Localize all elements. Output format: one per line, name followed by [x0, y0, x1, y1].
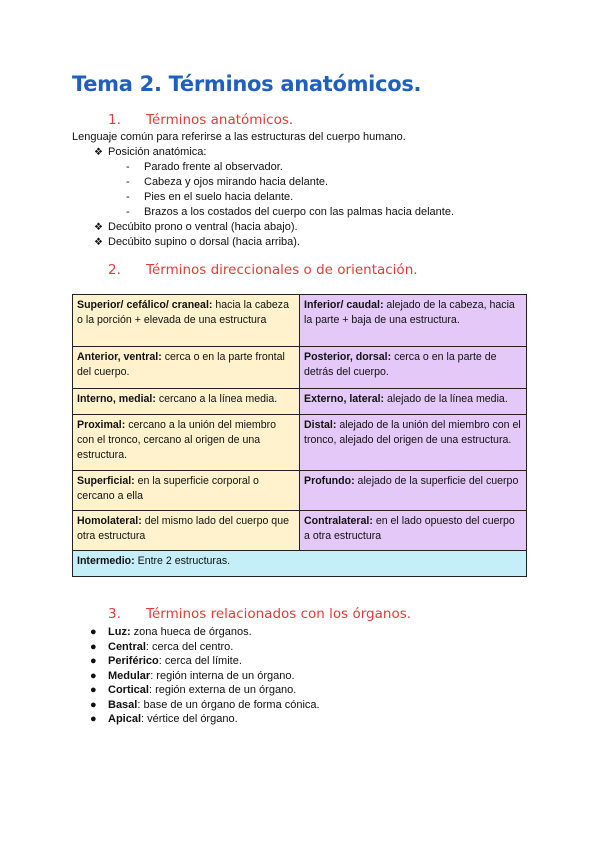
- bullet-icon: ●: [90, 655, 97, 667]
- term-definition: cercano a la línea media.: [155, 393, 278, 405]
- table-cell: [73, 551, 527, 577]
- bullet-icon: ●: [90, 684, 97, 696]
- term-label: Luz:: [108, 626, 131, 638]
- term-label: Interno, medial:: [77, 393, 156, 405]
- dash-bullet: -: [126, 161, 130, 173]
- table-row: [73, 551, 527, 577]
- position-item: Parado frente al observador.: [144, 161, 283, 173]
- position-item: Cabeza y ojos mirando hacia delante.: [144, 176, 329, 188]
- position-label: Posición anatómica:: [108, 146, 207, 158]
- term-definition: alejado de la superficie del cuerpo: [354, 475, 519, 487]
- term-label: Proximal:: [77, 419, 126, 431]
- sub-list-item: [126, 191, 293, 203]
- term-definition: en la superficie corporal o cercano a ella: [77, 475, 259, 502]
- term-label: Homolateral:: [77, 515, 142, 527]
- term-definition: en el lado opuesto del cuerpo a otra estructura: [304, 515, 515, 542]
- term-label: Basal: [108, 699, 138, 711]
- table-cell: [73, 415, 300, 471]
- term-definition: alejado de la unión del miembro con el tronco, alejado del origen de una estructura.: [304, 419, 521, 446]
- term-definition: : vértice del órgano.: [141, 713, 238, 725]
- section-1-intro: Lenguaje común para referirse a las estructuras del cuerpo humano.: [72, 131, 406, 143]
- table-row: [73, 295, 527, 347]
- table-row: [73, 415, 527, 471]
- list-item-posicion: [94, 146, 206, 158]
- term-definition: : cerca del límite.: [158, 655, 242, 667]
- term-definition: del mismo lado del cuerpo que otra estructura: [77, 515, 289, 542]
- table-row: [73, 471, 527, 511]
- term-label: Externo, lateral:: [304, 393, 385, 405]
- section-2-heading: [108, 262, 418, 278]
- dash-bullet: -: [126, 176, 130, 188]
- list-item-decubito-prono: [94, 221, 298, 233]
- table-cell: [73, 347, 300, 389]
- table-cell: [300, 295, 527, 347]
- dash-bullet: -: [126, 206, 130, 218]
- term-definition: alejado de la línea media.: [384, 393, 508, 405]
- section-3-title: Términos relacionados con los órganos.: [146, 606, 412, 622]
- term-label: Periférico: [108, 655, 159, 667]
- table-cell: [73, 511, 300, 551]
- list-item: [90, 670, 295, 682]
- bullet-icon: ●: [90, 626, 97, 638]
- table-row: [73, 511, 527, 551]
- term-definition: cerca o en la parte frontal del cuerpo.: [77, 351, 285, 378]
- decubito-item: Decúbito supino o dorsal (hacia arriba).: [108, 236, 300, 248]
- section-2-title: Términos direccionales o de orientación.: [146, 262, 418, 278]
- table-cell: [73, 471, 300, 511]
- bullet-icon: ●: [90, 670, 97, 682]
- term-label: Inferior/ caudal:: [304, 299, 384, 311]
- term-label: Posterior, dorsal:: [304, 351, 392, 363]
- term-label: Distal:: [304, 419, 337, 431]
- diamond-bullet-icon: ❖: [94, 147, 103, 158]
- sub-list-item: [126, 206, 454, 218]
- term-definition: cerca o en la parte de detrás del cuerpo.: [304, 351, 497, 378]
- section-1-number: 1.: [108, 112, 121, 128]
- term-definition: : cerca del centro.: [145, 641, 234, 653]
- term-definition: : región interna de un órgano.: [150, 670, 295, 682]
- term-definition: : base de un órgano de forma cónica.: [137, 699, 320, 711]
- term-definition: Entre 2 estructuras.: [134, 555, 231, 567]
- table-cell: [73, 295, 300, 347]
- table-cell: [300, 347, 527, 389]
- section-3-heading: [108, 606, 411, 622]
- table-cell: [300, 415, 527, 471]
- bullet-icon: ●: [90, 699, 97, 711]
- term-definition: cercano a la unión del miembro con el tronco, cercano al origen de una estructura.: [77, 419, 277, 461]
- diamond-bullet-icon: ❖: [94, 237, 103, 248]
- term-label: Superior/ cefálico/ craneal:: [77, 299, 213, 311]
- term-label: Central: [108, 641, 146, 653]
- term-label: Contralateral:: [304, 515, 373, 527]
- table-cell: [300, 511, 527, 551]
- page-title: Tema 2. Términos anatómicos.: [72, 72, 422, 96]
- term-label: Apical: [108, 713, 142, 725]
- section-1-heading: [108, 112, 293, 128]
- position-item: Brazos a los costados del cuerpo con las palmas hacia delante.: [144, 206, 455, 218]
- table-row: [73, 347, 527, 389]
- sub-list-item: [126, 161, 283, 173]
- decubito-item: Decúbito prono o ventral (hacia abajo).: [108, 221, 298, 233]
- term-definition: : región externa de un órgano.: [148, 684, 297, 696]
- term-label: Anterior, ventral:: [77, 351, 162, 363]
- term-label: Cortical: [108, 684, 149, 696]
- term-label: Profundo:: [304, 475, 355, 487]
- term-definition: alejado de la cabeza, hacia la parte + baja de una estructura.: [304, 299, 515, 326]
- section-2-number: 2.: [108, 262, 121, 278]
- table-cell: [300, 471, 527, 511]
- diamond-bullet-icon: ❖: [94, 222, 103, 233]
- table-cell: [73, 389, 300, 415]
- list-item: [90, 713, 238, 725]
- sub-list-item: [126, 176, 328, 188]
- directional-terms-table: [72, 294, 527, 577]
- section-3-number: 3.: [108, 606, 121, 622]
- term-label: Intermedio:: [77, 555, 135, 567]
- table-cell: [300, 389, 527, 415]
- term-definition: hacia la cabeza o la porción + elevada de una estructura: [77, 299, 289, 326]
- term-label: Superficial:: [77, 475, 135, 487]
- list-item-decubito-supino: [94, 236, 300, 248]
- term-definition: zona hueca de órganos.: [130, 626, 252, 638]
- term-label: Medular: [108, 670, 151, 682]
- position-item: Pies en el suelo hacia delante.: [144, 191, 294, 203]
- list-item: [90, 626, 252, 638]
- list-item: [90, 699, 320, 711]
- table-row: [73, 389, 527, 415]
- list-item: [90, 684, 296, 696]
- section-1-title: Términos anatómicos.: [146, 112, 294, 128]
- dash-bullet: -: [126, 191, 130, 203]
- bullet-icon: ●: [90, 713, 97, 725]
- list-item: [90, 655, 242, 667]
- bullet-icon: ●: [90, 641, 97, 653]
- list-item: [90, 641, 233, 653]
